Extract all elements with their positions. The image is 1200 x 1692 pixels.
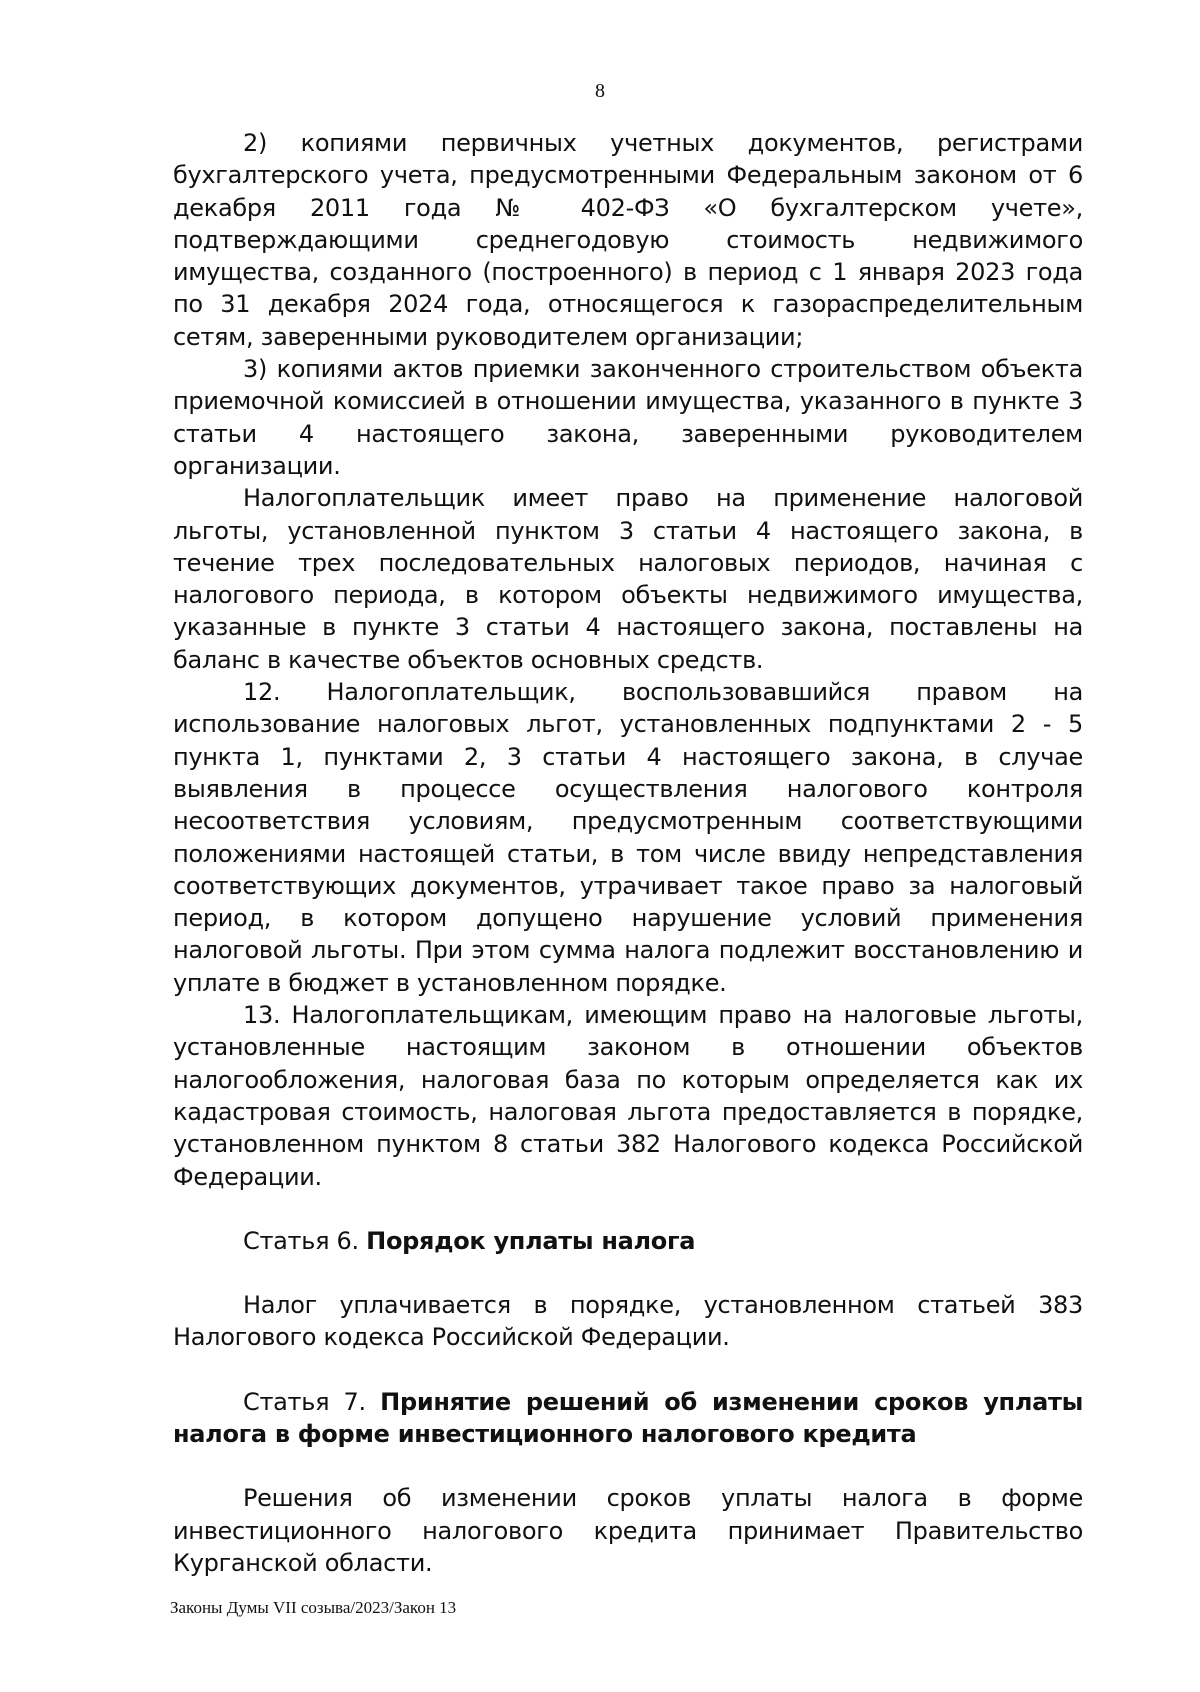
paragraph-item-2: 2) копиями первичных учетных документов, регистрами бухгалтерского учета, предусмотренными Федеральным законом от 6 декабря 2011 года № 402-ФЗ «О бухгалтерском учете», подтверждающими среднегодовую стоимость недвижимого имущества, созданного (построенного) в период с 1 января 2023 года по 31 декабря 2024 года, относящегося к газораспределительным сетям, заверенными руководителем организации; xyxy=(173,129,1083,351)
paragraph-item-3: 3) копиями актов приемки законченного строительством объекта приемочной комиссией в отношении имущества, указанного в пункте 3 статьи 4 настоящего закона, заверенными руководителем организации. xyxy=(173,355,1083,480)
page-number: 8 xyxy=(595,80,605,102)
article-6-text: Налог уплачивается в порядке, установленном статьей 383 Налогового кодекса Российской Федерации. xyxy=(173,1291,1083,1352)
paragraph-taxpayer-right: Налогоплательщик имеет право на применение налоговой льготы, установленной пунктом 3 статьи 4 настоящего закона, в течение трех последовательных налоговых периодов, начиная с налогового периода, в котором объекты недвижимого имущества, указанные в пункте 3 статьи 4 настоящего закона, поставлены на баланс в качестве объектов основных средств. xyxy=(173,484,1083,674)
article-6-label: Статья 6. xyxy=(243,1226,367,1255)
article-6-title: Порядок уплаты налога xyxy=(366,1226,696,1255)
document-body xyxy=(173,127,1083,1579)
article-6-heading xyxy=(173,1225,1083,1257)
paragraph-12: 12. Налогоплательщик, воспользовавшийся правом на использование налоговых льгот, установленных подпунктами 2 - 5 пункта 1, пунктами 2, 3 статьи 4 настоящего закона, в случае выявления в процессе осуществления налогового контроля несоответствия условиям, предусмотренным соответствующими положениями настоящей статьи, в том числе ввиду непредставления соответствующих документов, утрачивает такое право за налоговый период, в котором допущено нарушение условий применения налоговой льготы. При этом сумма налога подлежит восстановлению и уплате в бюджет в установленном порядке. xyxy=(173,678,1083,997)
article-7-heading xyxy=(173,1386,1083,1451)
article-7-text: Решения об изменении сроков уплаты налога в форме инвестиционного налогового кредита принимает Правительство Курганской области. xyxy=(173,1484,1083,1577)
paragraph-13: 13. Налогоплательщикам, имеющим право на налоговые льготы, установленные настоящим законом в отношении объектов налогообложения, налоговая база по которым определяется как их кадастровая стоимость, налоговая льгота предоставляется в порядке, установленном пунктом 8 статьи 382 Налогового кодекса Российской Федерации. xyxy=(173,1001,1083,1191)
article-7-title: Принятие решений об изменении сроков уплаты налога в форме инвестиционного налогового кредита xyxy=(173,1387,1084,1448)
footer-reference: Законы Думы VII созыва/2023/Закон 13 xyxy=(170,1598,457,1617)
article-7-label: Статья 7. xyxy=(243,1387,381,1416)
